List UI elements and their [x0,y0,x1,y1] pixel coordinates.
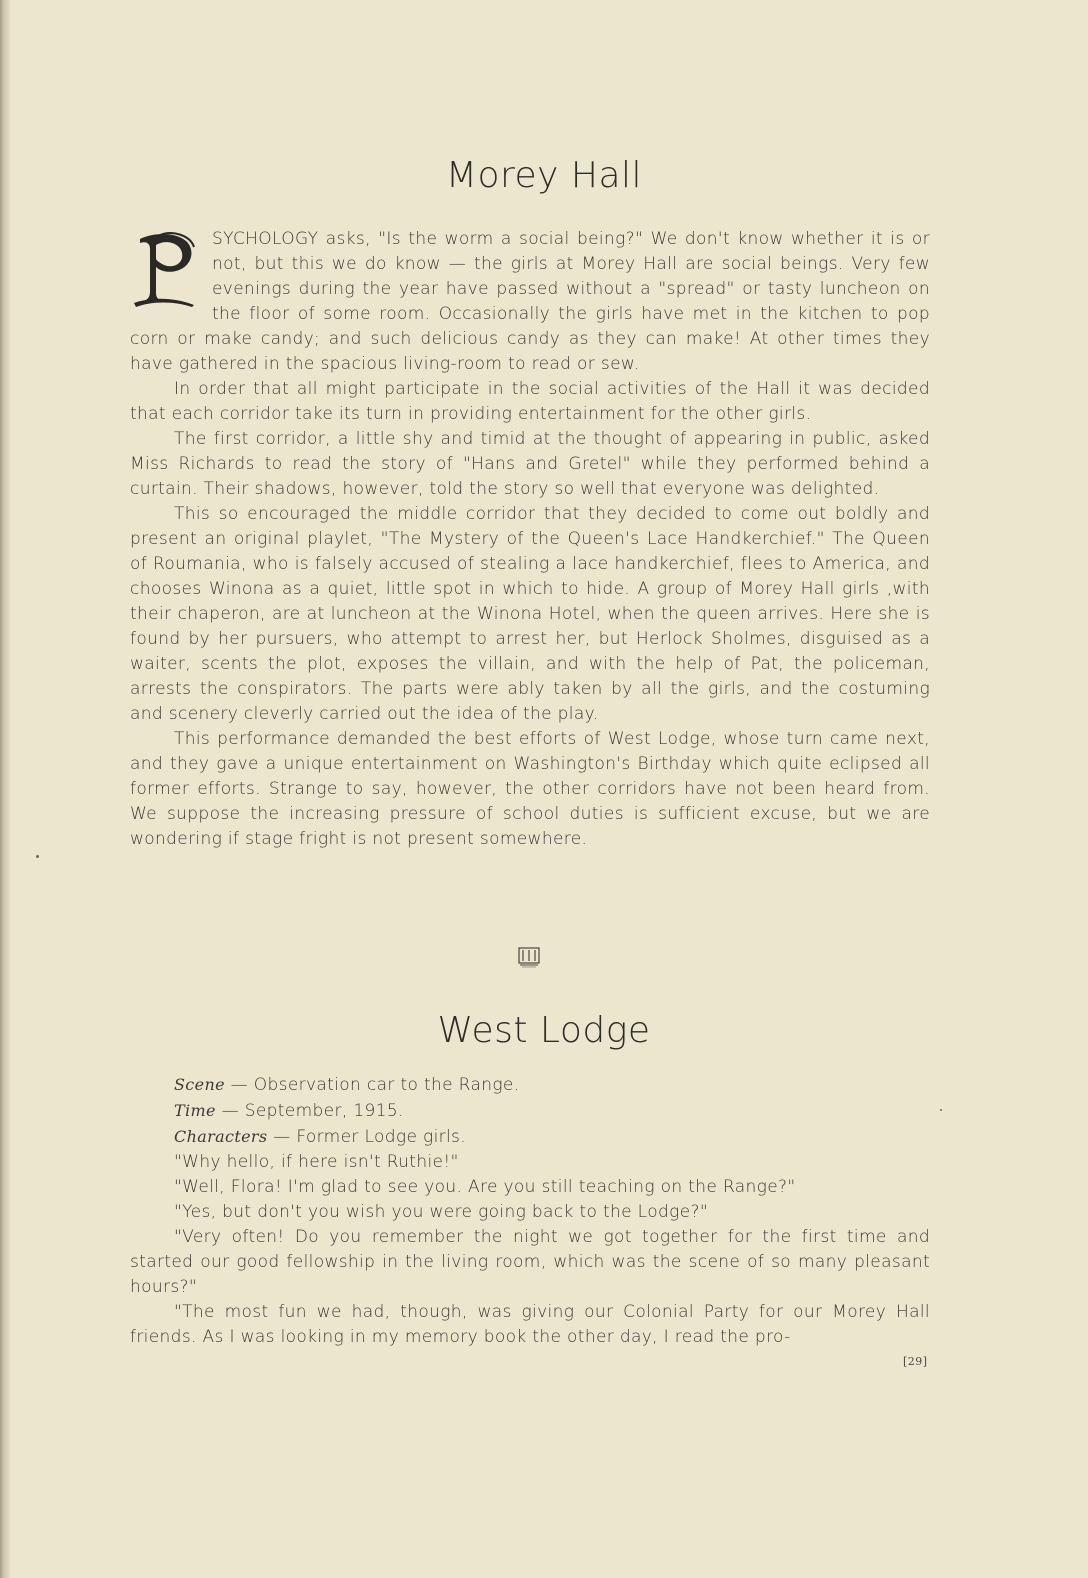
morey-hall-paragraph-1-text: SYCHOLOGY asks, "Is the worm a social being?" We don't know whether it is or not, but this we do know — the girls at Morey Hall are social beings. Very few evenings during the year have passed without a "spread" or tasty luncheon on the floor of some room. Occasionally the girls have met in the kitchen to pop corn or make candy; and such delicious candy as they can make! At other times they have gathered in the spacious living-room to read or sew. [130,229,930,374]
scene-line [130,1072,930,1098]
dialogue-line-3: "Yes, but don't you wish you were going back to the Lodge?" [174,1202,708,1222]
morey-hall-article [130,227,930,852]
drop-cap-p-glyph [130,231,198,307]
dialogue-line-4: "Very often! Do you remember the night we got together for the first time and started our good fellowship in the living room, which was the scene of so many pleasant hours?" [130,1227,930,1297]
morey-hall-paragraph-2: In order that all might participate in the social activities of the Hall it was decided that each corridor take its turn in providing entertainment for the other girls. [130,379,930,424]
time-label: Time [174,1101,216,1120]
scene-text: — Observation car to the Range. [224,1075,520,1095]
morey-hall-paragraph-5: This performance demanded the best efforts of West Lodge, whose turn came next, and they gave a unique entertainment on Washington's Birthday which quite eclipsed all former efforts. Strange to say, however, the other corridors have not been heard from. We suppose the increasing pressure of school duties is sufficient excuse, but we are wondering if stage fright is not present somewhere. [130,729,930,849]
dialogue-line-1: "Why hello, if here isn't Ruthie!" [174,1152,459,1172]
dialogue-line-2: "Well, Flora! I'm glad to see you. Are you still teaching on the Range?" [174,1177,796,1197]
page-number: [29] [903,1355,928,1368]
time-text: — September, 1915. [215,1101,404,1121]
west-lodge-article [130,1072,930,1350]
morey-hall-title: Morey Hall [445,155,643,196]
characters-label: Characters [174,1127,268,1146]
drop-cap-p [130,231,198,307]
section-ornament-icon [516,945,542,969]
dialogue-line-5: "The most fun we had, though, was giving our Colonial Party for our Morey Hall friends. As I was looking in my memory book the other day, I read the pro- [130,1302,930,1347]
morey-hall-paragraph-4: This so encouraged the middle corridor that they decided to come out boldly and present an original playlet, "The Mystery of the Queen's Lace Handkerchief." The Queen of Roumania, who is falsely accused of stealing a lace handkerchief, flees to America, and chooses Winona as a quiet, little spot in which to hide. A group of Morey Hall girls ,with their chaperon, are at luncheon at the Winona Hotel, when the queen arrives. Here she is found by her pursuers, who attempt to arrest her, but Herlock Sholmes, disguised as a waiter, scents the plot, exposes the villain, and with the help of Pat, the policeman, arrests the conspirators. The parts were ably taken by all the girls, and the costuming and scenery cleverly carried out the idea of the play. [130,504,930,724]
paper-speck [940,1109,942,1111]
paper-speck [36,855,39,858]
characters-line [130,1124,930,1150]
west-lodge-title: West Lodge [437,1010,651,1051]
morey-hall-paragraph-3: The first corridor, a little shy and timid at the thought of appearing in public, asked Miss Richards to read the story of "Hans and Gretel" while they performed behind a curtain. Their shadows, however, told the story so well that everyone was delighted. [130,429,930,499]
scene-label: Scene [174,1075,225,1094]
morey-hall-paragraph-1 [130,227,930,377]
time-line [130,1098,930,1124]
characters-text: — Former Lodge girls. [267,1127,467,1147]
